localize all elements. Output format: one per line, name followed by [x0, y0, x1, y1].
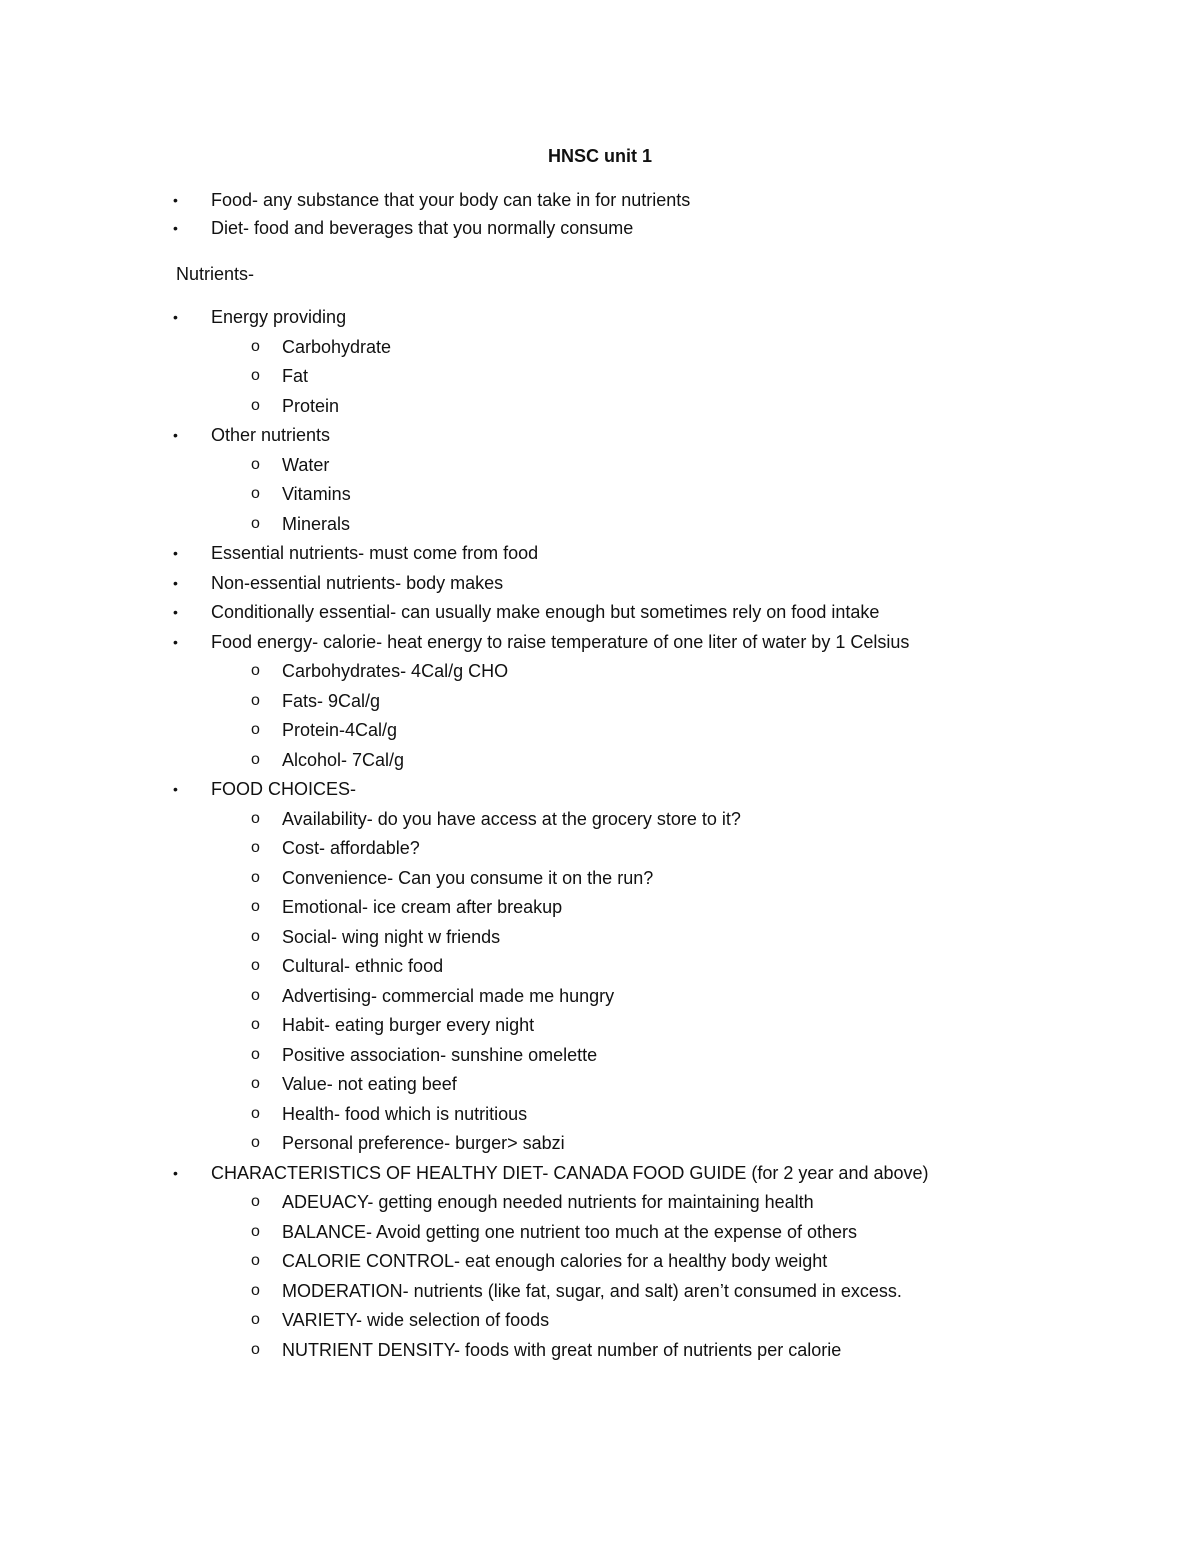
- sub-bullet-icon: o: [251, 1134, 260, 1151]
- sub-bullet-icon: o: [251, 751, 260, 768]
- bullet-icon: •: [173, 634, 178, 650]
- sub-bullet-icon: o: [251, 1282, 260, 1299]
- sub-bullet-icon: o: [251, 1341, 260, 1358]
- sub-bullet-icon: o: [251, 692, 260, 709]
- sub-bullet-icon: o: [251, 810, 260, 827]
- sub-bullet-icon: o: [251, 839, 260, 856]
- sub-list-item: Vitamins: [282, 484, 351, 504]
- sub-bullet-icon: o: [251, 456, 260, 473]
- bullet-icon: •: [173, 427, 178, 443]
- sub-list-item: Health- food which is nutritious: [282, 1104, 528, 1124]
- sub-list-item: MODERATION- nutrients (like fat, sugar, and salt) aren’t consumed in excess.: [282, 1281, 902, 1301]
- list-item: Energy providing: [211, 307, 347, 327]
- sub-list-item: Minerals: [282, 514, 351, 534]
- sub-list-item: VARIETY- wide selection of foods: [282, 1310, 550, 1330]
- sub-bullet-icon: o: [251, 957, 260, 974]
- section-heading: Nutrients-: [176, 264, 255, 284]
- sub-list-item: Positive association- sunshine omelette: [282, 1045, 598, 1065]
- sub-list-item: Cultural- ethnic food: [282, 956, 444, 976]
- list-item: CHARACTERISTICS OF HEALTHY DIET- CANADA FOOD GUIDE (for 2 year and above): [211, 1163, 929, 1183]
- sub-bullet-icon: o: [251, 1046, 260, 1063]
- sub-bullet-icon: o: [251, 1075, 260, 1092]
- sub-bullet-icon: o: [251, 515, 260, 532]
- sub-list-item: ADEUACY- getting enough needed nutrients for maintaining health: [282, 1192, 814, 1212]
- sub-list-item: Carbohydrate: [282, 337, 392, 357]
- list-item: Non-essential nutrients- body makes: [211, 573, 504, 593]
- document-title: HNSC unit 1: [547, 146, 652, 166]
- sub-list-item: Availability- do you have access at the grocery store to it?: [282, 809, 741, 829]
- sub-list-item: NUTRIENT DENSITY- foods with great number of nutrients per calorie: [282, 1340, 842, 1360]
- sub-list-item: Convenience- Can you consume it on the run?: [282, 868, 654, 888]
- sub-bullet-icon: o: [251, 367, 260, 384]
- bullet-icon: •: [173, 309, 178, 325]
- sub-list-item: Water: [282, 455, 330, 475]
- sub-bullet-icon: o: [251, 397, 260, 414]
- sub-list-item: CALORIE CONTROL- eat enough calories for a healthy body weight: [282, 1251, 828, 1271]
- sub-list-item: Advertising- commercial made me hungry: [282, 986, 615, 1006]
- sub-bullet-icon: o: [251, 1223, 260, 1240]
- bullet-icon: •: [173, 604, 178, 620]
- sub-bullet-icon: o: [251, 898, 260, 915]
- list-item: Food energy- calorie- heat energy to raise temperature of one liter of water by 1 Celsius: [211, 632, 910, 652]
- sub-bullet-icon: o: [251, 987, 260, 1004]
- sub-list-item: Fat: [282, 366, 309, 386]
- sub-list-item: Carbohydrates- 4Cal/g CHO: [282, 661, 509, 681]
- sub-bullet-icon: o: [251, 1193, 260, 1210]
- sub-bullet-icon: o: [251, 338, 260, 355]
- bullet-icon: •: [173, 781, 178, 797]
- bullet-icon: •: [173, 545, 178, 561]
- sub-bullet-icon: o: [251, 662, 260, 679]
- sub-bullet-icon: o: [251, 1252, 260, 1269]
- sub-list-item: Social- wing night w friends: [282, 927, 501, 947]
- list-item: Other nutrients: [211, 425, 331, 445]
- sub-bullet-icon: o: [251, 1016, 260, 1033]
- sub-list-item: Fats- 9Cal/g: [282, 691, 381, 711]
- sub-bullet-icon: o: [251, 721, 260, 738]
- bullet-icon: •: [173, 220, 178, 236]
- sub-list-item: Protein: [282, 396, 340, 416]
- sub-list-item: Cost- affordable?: [282, 838, 420, 858]
- sub-list-item: BALANCE- Avoid getting one nutrient too much at the expense of others: [282, 1222, 858, 1242]
- list-item: Conditionally essential- can usually make enough but sometimes rely on food intake: [211, 602, 880, 622]
- list-item: Essential nutrients- must come from food: [211, 543, 539, 563]
- sub-list-item: Alcohol- 7Cal/g: [282, 750, 405, 770]
- sub-list-item: Value- not eating beef: [282, 1074, 457, 1094]
- list-item: FOOD CHOICES-: [211, 779, 357, 799]
- bullet-icon: •: [173, 575, 178, 591]
- sub-bullet-icon: o: [251, 485, 260, 502]
- sub-list-item: Protein-4Cal/g: [282, 720, 398, 740]
- sub-list-item: Emotional- ice cream after breakup: [282, 897, 563, 917]
- sub-bullet-icon: o: [251, 869, 260, 886]
- list-item: Food- any substance that your body can take in for nutrients: [211, 190, 691, 210]
- sub-list-item: Personal preference- burger> sabzi: [282, 1133, 565, 1153]
- sub-bullet-icon: o: [251, 1311, 260, 1328]
- sub-bullet-icon: o: [251, 928, 260, 945]
- list-item: Diet- food and beverages that you normally consume: [211, 218, 634, 238]
- sub-list-item: Habit- eating burger every night: [282, 1015, 535, 1035]
- bullet-icon: •: [173, 1165, 178, 1181]
- sub-bullet-icon: o: [251, 1105, 260, 1122]
- bullet-icon: •: [173, 192, 178, 208]
